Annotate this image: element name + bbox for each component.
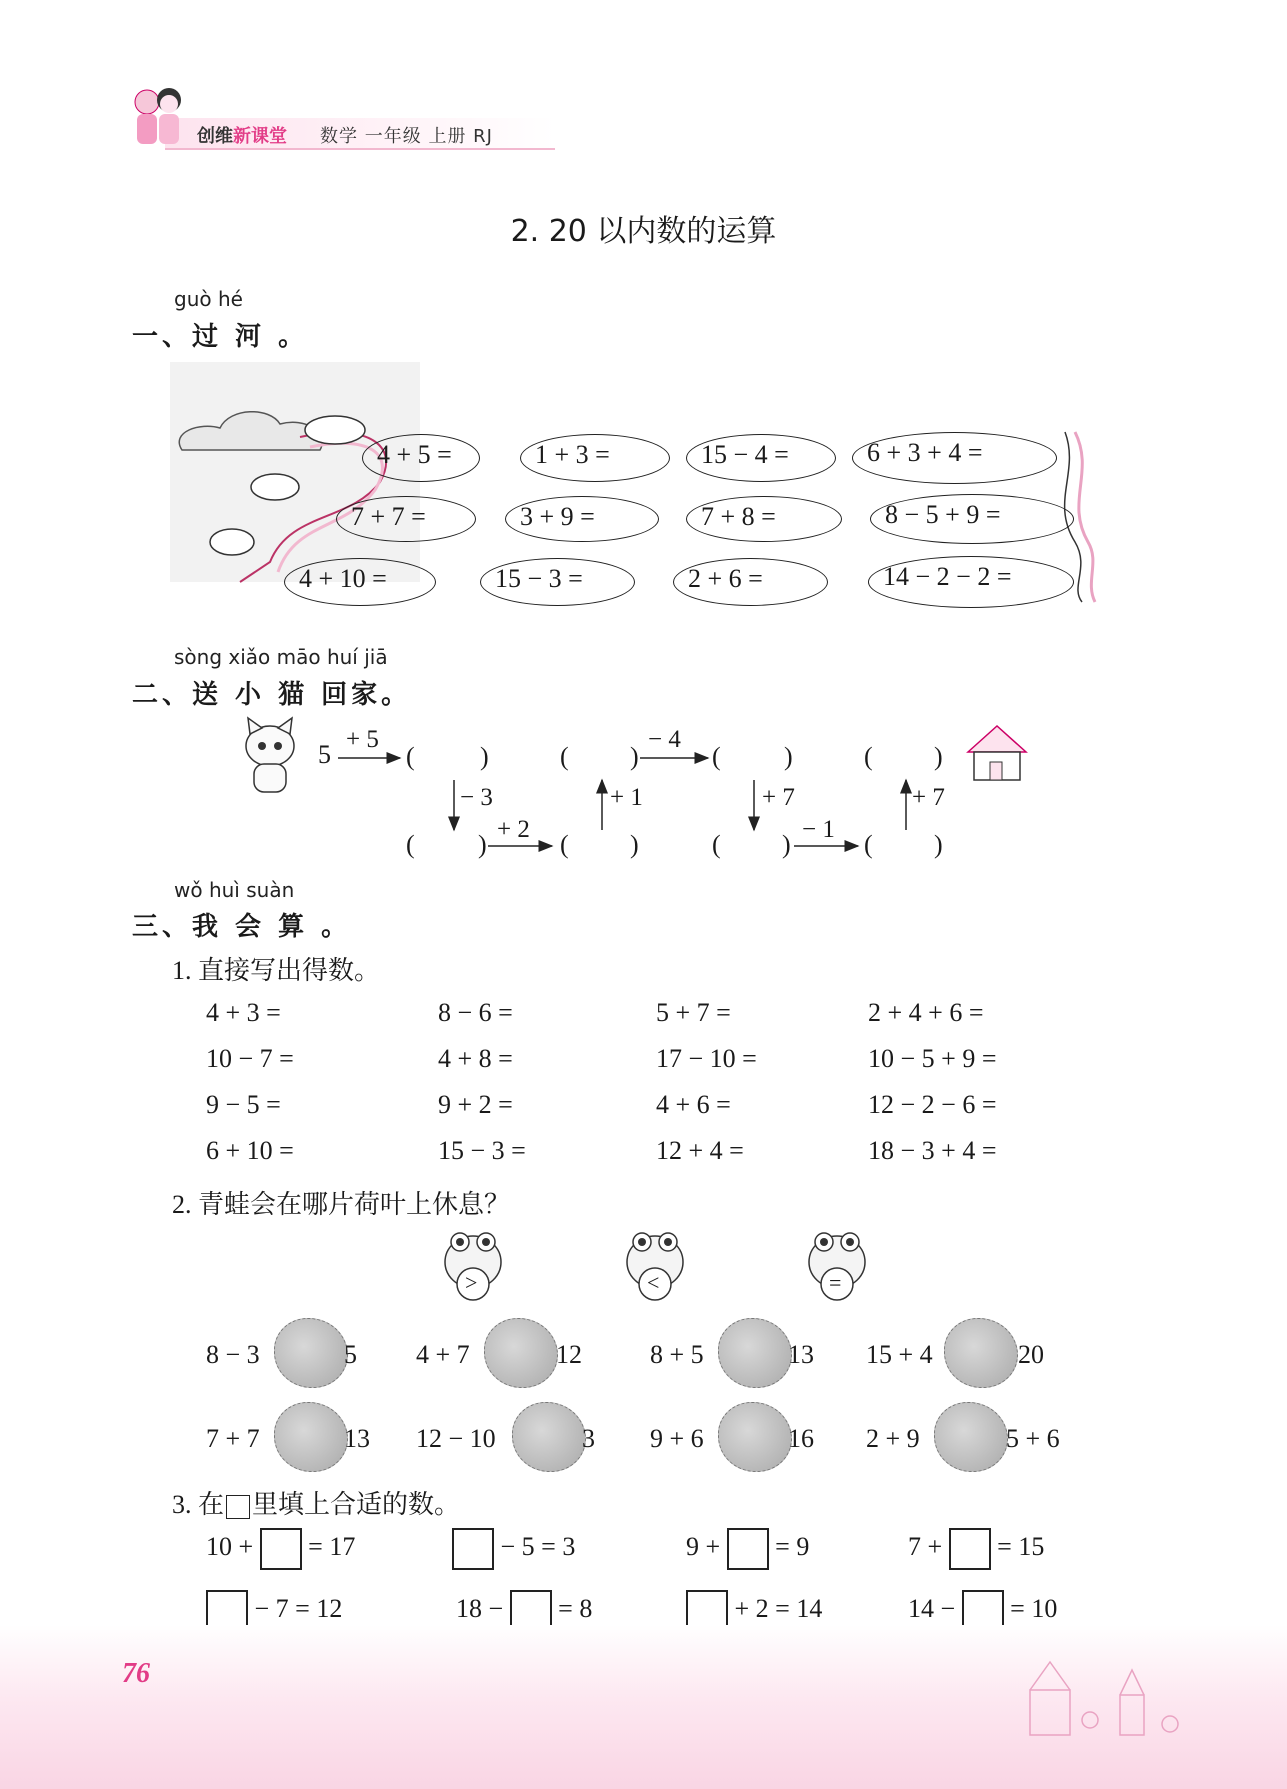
compare-right: 13 — [788, 1340, 814, 1369]
op-minus4: − 4 — [648, 726, 681, 753]
op-minus3: − 3 — [460, 784, 493, 811]
q1-label: 1. 直接写出得数。 — [172, 956, 381, 985]
q1-item: 10 − 5 + 9 = — [868, 1044, 997, 1073]
book-info: 数学 一年级 上册 RJ — [320, 126, 493, 147]
q1-item: 12 − 2 − 6 = — [868, 1090, 997, 1119]
section2-pinyin: sòng xiǎo māo huí jiā — [174, 645, 388, 669]
lotus-leaf-blank[interactable] — [718, 1402, 792, 1472]
q1-item: 18 − 3 + 4 = — [868, 1136, 997, 1165]
lotus-leaf-blank[interactable] — [274, 1318, 348, 1388]
compare-right: 5 — [344, 1340, 357, 1369]
compare-left: 4 + 7 — [416, 1340, 470, 1369]
river-stone-5: 7 + 7 = — [336, 496, 476, 542]
section2-heading: 二、送 小 猫 回家。 — [132, 680, 412, 710]
lotus-leaf-blank[interactable] — [274, 1402, 348, 1472]
page-title: 2. 20 以内数的运算 — [510, 214, 777, 249]
q1-item: 12 + 4 = — [656, 1136, 744, 1165]
op-plus5: + 5 — [346, 726, 379, 753]
q1-item: 4 + 6 = — [656, 1090, 731, 1119]
compare-left: 12 − 10 — [416, 1424, 496, 1453]
frog-icon — [620, 1228, 690, 1302]
compare-left: 2 + 9 — [866, 1424, 920, 1453]
lotus-leaf-blank[interactable] — [934, 1402, 1008, 1472]
compare-right: 13 — [344, 1424, 370, 1453]
q1-item: 17 − 10 = — [656, 1044, 757, 1073]
compare-right: 5 + 6 — [1006, 1424, 1060, 1453]
q1-item: 5 + 7 = — [656, 998, 731, 1027]
river-stone-6: 3 + 9 = — [505, 496, 659, 542]
q1-item: 10 − 7 = — [206, 1044, 294, 1073]
q1-item: 15 − 3 = — [438, 1136, 526, 1165]
less-than-symbol: < — [647, 1270, 660, 1295]
greater-than-symbol: > — [465, 1270, 478, 1295]
q1-item: 6 + 10 = — [206, 1136, 294, 1165]
section3-heading: 三、我 会 算 。 — [132, 912, 352, 942]
fill-box-equation: − 7 = 12 — [206, 1590, 342, 1632]
lotus-leaf-blank[interactable] — [718, 1318, 792, 1388]
compare-left: 15 + 4 — [866, 1340, 933, 1369]
op-plus7a: + 7 — [762, 784, 795, 811]
op-plus2: + 2 — [497, 816, 530, 843]
fill-box-equation: 9 + = 9 — [686, 1528, 809, 1570]
compare-left: 8 − 3 — [206, 1340, 260, 1369]
op-minus1: − 1 — [802, 816, 835, 843]
compare-left: 8 + 5 — [650, 1340, 704, 1369]
answer-box[interactable] — [949, 1528, 991, 1570]
q2-label: 2. 青蛙会在哪片荷叶上休息？ — [172, 1190, 511, 1219]
fill-box-equation: 18 − = 8 — [456, 1590, 592, 1632]
q3-label: 3. 在 里填上合适的数。 — [172, 1490, 461, 1519]
q1-item: 4 + 3 = — [206, 998, 281, 1027]
q1-item: 9 − 5 = — [206, 1090, 281, 1119]
frog-icon — [438, 1228, 508, 1302]
answer-box[interactable] — [260, 1528, 302, 1570]
op-plus7b: + 7 — [912, 784, 945, 811]
frog-icon — [802, 1228, 872, 1302]
answer-box[interactable] — [727, 1528, 769, 1570]
fill-box-equation: 10 + = 17 — [206, 1528, 355, 1570]
compare-left: 7 + 7 — [206, 1424, 260, 1453]
section1-heading: 一、过 河 。 — [132, 322, 309, 352]
answer-box[interactable] — [452, 1528, 494, 1570]
compare-right: 12 — [556, 1340, 582, 1369]
lotus-leaf-blank[interactable] — [512, 1402, 586, 1472]
brand-name: 创维新课堂 — [197, 126, 287, 147]
lotus-leaf-blank[interactable] — [484, 1318, 558, 1388]
river-stone-2: 1 + 3 = — [520, 434, 670, 482]
compare-right: 3 — [582, 1424, 595, 1453]
fill-box-equation: 14 − = 10 — [908, 1590, 1057, 1632]
compare-right: 20 — [1018, 1340, 1044, 1369]
equals-symbol: = — [829, 1270, 842, 1295]
river-stone-10: 15 − 3 = — [480, 558, 635, 606]
fill-box-equation: 7 + = 15 — [908, 1528, 1044, 1570]
lotus-leaf-blank[interactable] — [944, 1318, 1018, 1388]
compare-right: 16 — [788, 1424, 814, 1453]
square-symbol-icon — [226, 1495, 250, 1519]
river-stone-4: 6 + 3 + 4 = — [852, 432, 1057, 484]
river-stone-1: 4 + 5 = — [362, 434, 480, 482]
river-stone-11: 2 + 6 = — [673, 558, 828, 606]
river-stone-7: 7 + 8 = — [686, 496, 842, 542]
section3-pinyin: wǒ huì suàn — [174, 878, 295, 902]
river-stone-9: 4 + 10 = — [284, 558, 436, 606]
page-number: 76 — [122, 1658, 150, 1689]
castle-decoration-icon — [960, 1650, 1200, 1740]
section1-pinyin: guò hé — [174, 287, 243, 311]
q1-item: 9 + 2 = — [438, 1090, 513, 1119]
river-stone-8: 8 − 5 + 9 = — [870, 494, 1074, 544]
river-stone-3: 15 − 4 = — [686, 434, 836, 482]
river-stone-12: 14 − 2 − 2 = — [868, 556, 1074, 608]
fill-box-equation: + 2 = 14 — [686, 1590, 822, 1632]
q1-item: 4 + 8 = — [438, 1044, 513, 1073]
q1-item: 2 + 4 + 6 = — [868, 998, 984, 1027]
start-number: 5 — [318, 740, 331, 769]
op-plus1: + 1 — [610, 784, 643, 811]
q1-item: 8 − 6 = — [438, 998, 513, 1027]
compare-left: 9 + 6 — [650, 1424, 704, 1453]
fill-box-equation: − 5 = 3 — [452, 1528, 575, 1570]
